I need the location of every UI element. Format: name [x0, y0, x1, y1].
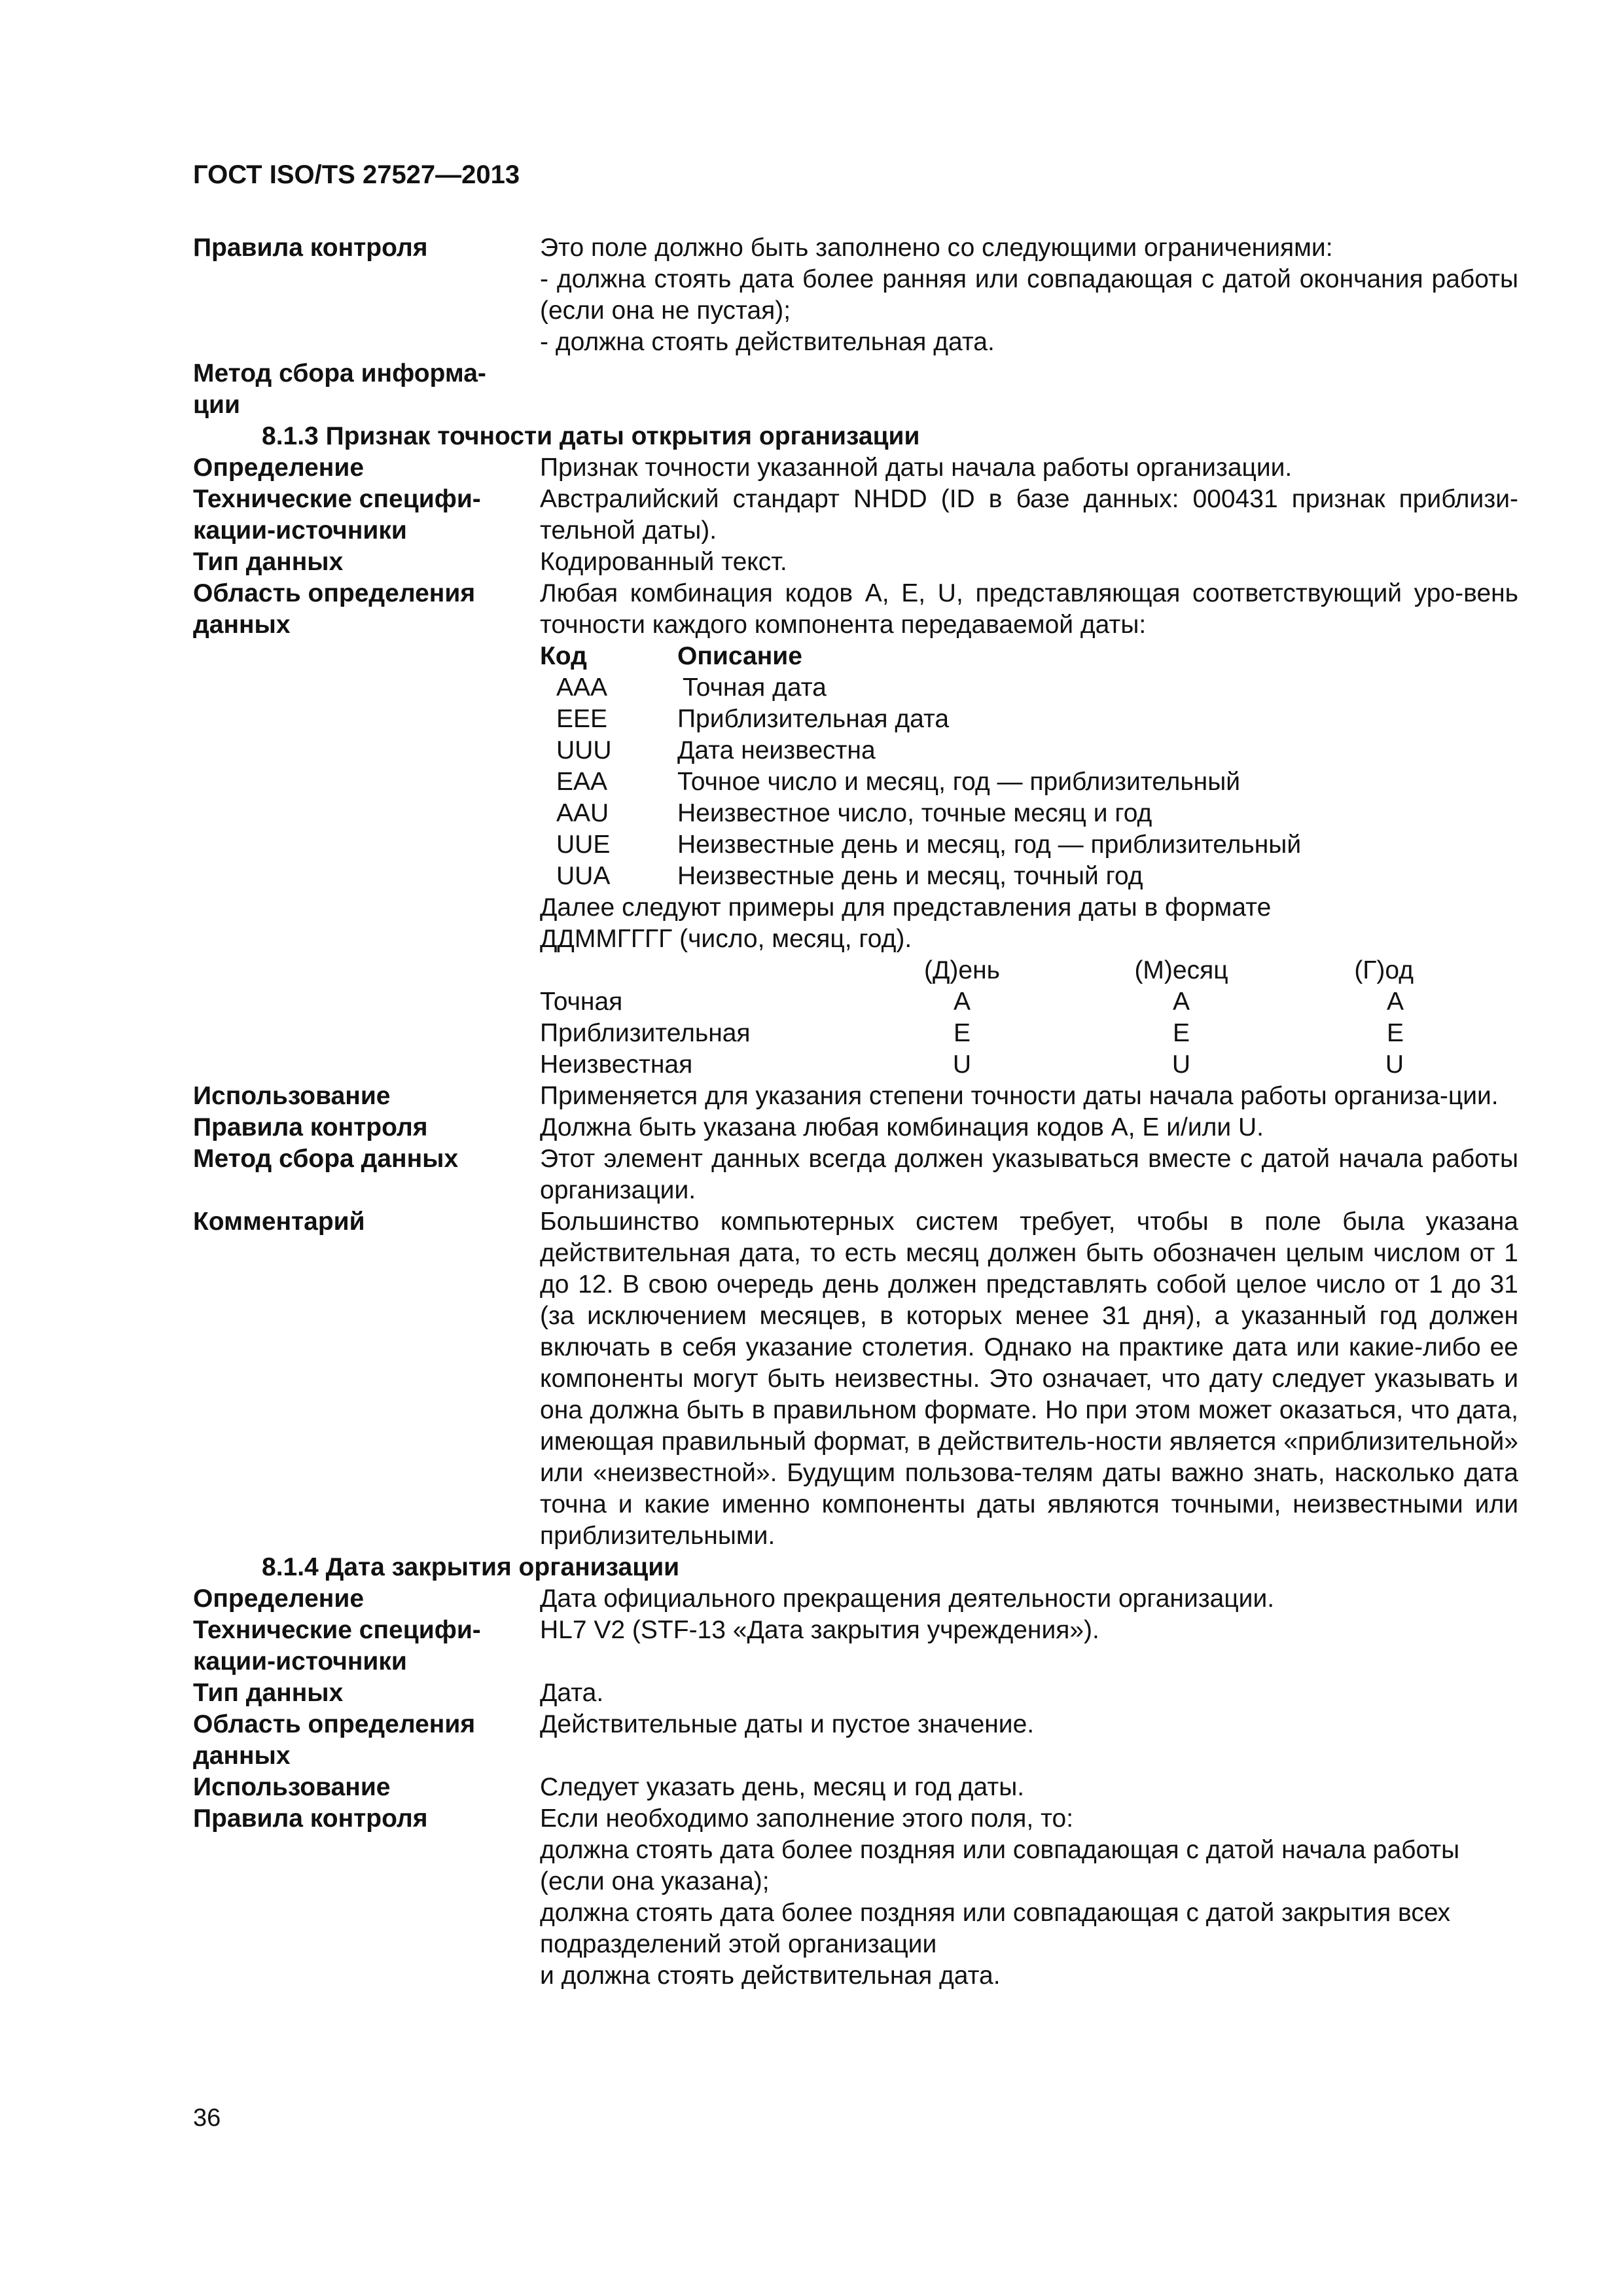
field-tech-spec	[193, 484, 1518, 547]
field-usage	[193, 1081, 1518, 1112]
field-value: Дата.	[540, 1679, 604, 1707]
example-month: U	[1171, 1050, 1191, 1079]
example-year: A	[1386, 988, 1404, 1016]
field-data-type	[193, 547, 1518, 578]
field-value: Признак точности указанной даты начала работы организации.	[540, 454, 1293, 482]
text-line: - должна стоять действительная дата.	[540, 328, 995, 356]
field-value: Кодированный текст.	[540, 548, 787, 576]
field-data-type	[193, 1677, 1518, 1709]
field-control-rules	[193, 1803, 1518, 1992]
example-month: A	[1172, 988, 1190, 1016]
field-value: Действительные даты и пустое значение.	[540, 1710, 1035, 1738]
code-cell: AAA	[556, 673, 608, 702]
desc-cell: Неизвестные день и месяц, точный год	[677, 862, 1143, 890]
field-label: Правила контроля	[193, 1113, 428, 1141]
text-line: Это поле должно быть заполнено со следующими ограничениями:	[540, 234, 1333, 262]
field-label: Метод сбора данных	[193, 1145, 459, 1173]
field-value: Этот элемент данных всегда должен указываться вместе с датой начала работы организации.	[540, 1145, 1518, 1204]
field-domain	[193, 578, 1518, 1081]
text-line: Любая комбинация кодов A, E, U, представляющая соответствующий уро-вень точности каждого компонента передаваемой даты:	[540, 579, 1518, 639]
desc-table-header: Описание	[677, 642, 802, 670]
field-label: Определение	[193, 454, 365, 482]
text-line: должна стоять дата более поздняя или совпадающая с датой начала работы (если она указана);	[540, 1836, 1460, 1895]
example-year: U	[1385, 1050, 1404, 1079]
desc-cell: Неизвестные день и месяц, год — приблизительный	[677, 831, 1302, 859]
code-cell: UUA	[556, 862, 611, 890]
month-header: (М)есяц	[1134, 956, 1228, 984]
field-usage	[193, 1772, 1518, 1803]
field-label: Область определения данных	[193, 579, 476, 639]
field-value: Дата официального прекращения деятельности организации.	[540, 1585, 1275, 1613]
field-label: Тип данных	[193, 1679, 344, 1707]
field-value	[540, 232, 1518, 358]
code-table	[540, 641, 1518, 892]
field-label: Правила контроля	[193, 234, 428, 262]
field-control-rules	[193, 1112, 1518, 1143]
section-heading-8-1-3: 8.1.3 Признак точности даты открытия организации	[262, 422, 920, 450]
field-label: Использование	[193, 1082, 391, 1110]
field-label: Использование	[193, 1773, 391, 1801]
example-day: A	[953, 988, 971, 1016]
code-cell: EAA	[556, 768, 608, 796]
example-name: Неизвестная	[540, 1050, 693, 1079]
field-value: HL7 V2 (STF-13 «Дата закрытия учреждения»).	[540, 1616, 1099, 1644]
text-line: Если необходимо заполнение этого поля, то:	[540, 1804, 1074, 1833]
field-label: Технические специфи-кации-источники	[193, 485, 481, 545]
field-label: Тип данных	[193, 548, 344, 576]
desc-cell: Точная дата	[683, 673, 827, 702]
field-value: Следует указать день, месяц и год даты.	[540, 1773, 1025, 1801]
desc-cell: Приблизительная дата	[677, 705, 950, 733]
field-definition	[193, 452, 1518, 484]
field-value	[540, 578, 1518, 1081]
text-line: - должна стоять дата более ранняя или совпадающая с датой окончания работы (если она не пустая);	[540, 265, 1518, 325]
text-line: должна стоять дата более поздняя или совпадающая с датой закрытия всех подразделений этой организации	[540, 1899, 1451, 1958]
section-heading-8-1-4: 8.1.4 Дата закрытия организации	[262, 1553, 680, 1581]
example-day: E	[953, 1019, 971, 1047]
field-value: Должна быть указана любая комбинация кодов A, E и/или U.	[540, 1113, 1264, 1141]
example-day: U	[952, 1050, 972, 1079]
field-comment	[193, 1206, 1518, 1552]
examples-intro: Далее следуют примеры для представления даты в формате ДДММГГГГ (число, месяц, год).	[540, 893, 1272, 953]
field-label: Метод сбора информа-ции	[193, 359, 486, 419]
examples-table	[540, 955, 1518, 1081]
desc-cell: Неизвестное число, точные месяц и год	[677, 799, 1152, 827]
field-domain	[193, 1709, 1518, 1772]
code-table-header: Код	[540, 642, 587, 670]
code-cell: UUE	[556, 831, 611, 859]
field-label: Комментарий	[193, 1208, 365, 1236]
field-label: Область определения данных	[193, 1710, 476, 1770]
code-cell: AAU	[556, 799, 609, 827]
code-cell: UUU	[556, 736, 612, 764]
example-name: Точная	[540, 988, 623, 1016]
day-header: (Д)ень	[924, 956, 1000, 984]
field-collection-method	[193, 1143, 1518, 1206]
field-value	[540, 1803, 1518, 1992]
year-header: (Г)од	[1354, 956, 1414, 984]
field-control-rules	[193, 232, 1518, 358]
field-label: Технические специфи-кации-источники	[193, 1616, 481, 1676]
field-tech-spec	[193, 1615, 1518, 1677]
field-label: Правила контроля	[193, 1804, 428, 1833]
page-number: 36	[193, 2104, 221, 2132]
example-year: E	[1386, 1019, 1404, 1047]
field-value: Австралийский стандарт NHDD (ID в базе данных: 000431 признак приблизи-тельной даты).	[540, 485, 1518, 545]
field-value: Большинство компьютерных систем требует, чтобы в поле была указана действительная дата, то есть месяц должен быть обозначен целым числом от 1 до 12. В свою очередь день должен представлять собой целое число от 1 до 31 (за исключением месяцев, в которых менее 31 дня), а указанный год должен включать в себя указание столетия. Однако на практике дата или какие-либо ее компоненты могут быть неизвестны. Это означает, что дату следует указывать и она должна быть в правильном формате. Но при этом может оказаться, что дата, имеющая правильный формат, в действитель-ности является «приблизительной» или «неизвестной». Будущим пользова-телям даты важно знать, насколько дата точна и какие именно компоненты даты являются точными, неизвестными или приблизительными.	[540, 1208, 1518, 1550]
field-label: Определение	[193, 1585, 365, 1613]
code-cell: EEE	[556, 705, 608, 733]
document-body	[193, 232, 1518, 1992]
desc-cell: Дата неизвестна	[677, 736, 876, 764]
text-line: и должна стоять действительная дата.	[540, 1962, 1001, 1990]
example-name: Приблизительная	[540, 1019, 751, 1047]
field-value: Применяется для указания степени точности даты начала работы организа-ции.	[540, 1082, 1499, 1110]
field-definition	[193, 1583, 1518, 1615]
example-month: E	[1172, 1019, 1190, 1047]
desc-cell: Точное число и месяц, год — приблизительный	[677, 768, 1241, 796]
document-header: ГОСТ ISO/TS 27527—2013	[193, 160, 520, 189]
field-collection-method	[193, 358, 1518, 421]
